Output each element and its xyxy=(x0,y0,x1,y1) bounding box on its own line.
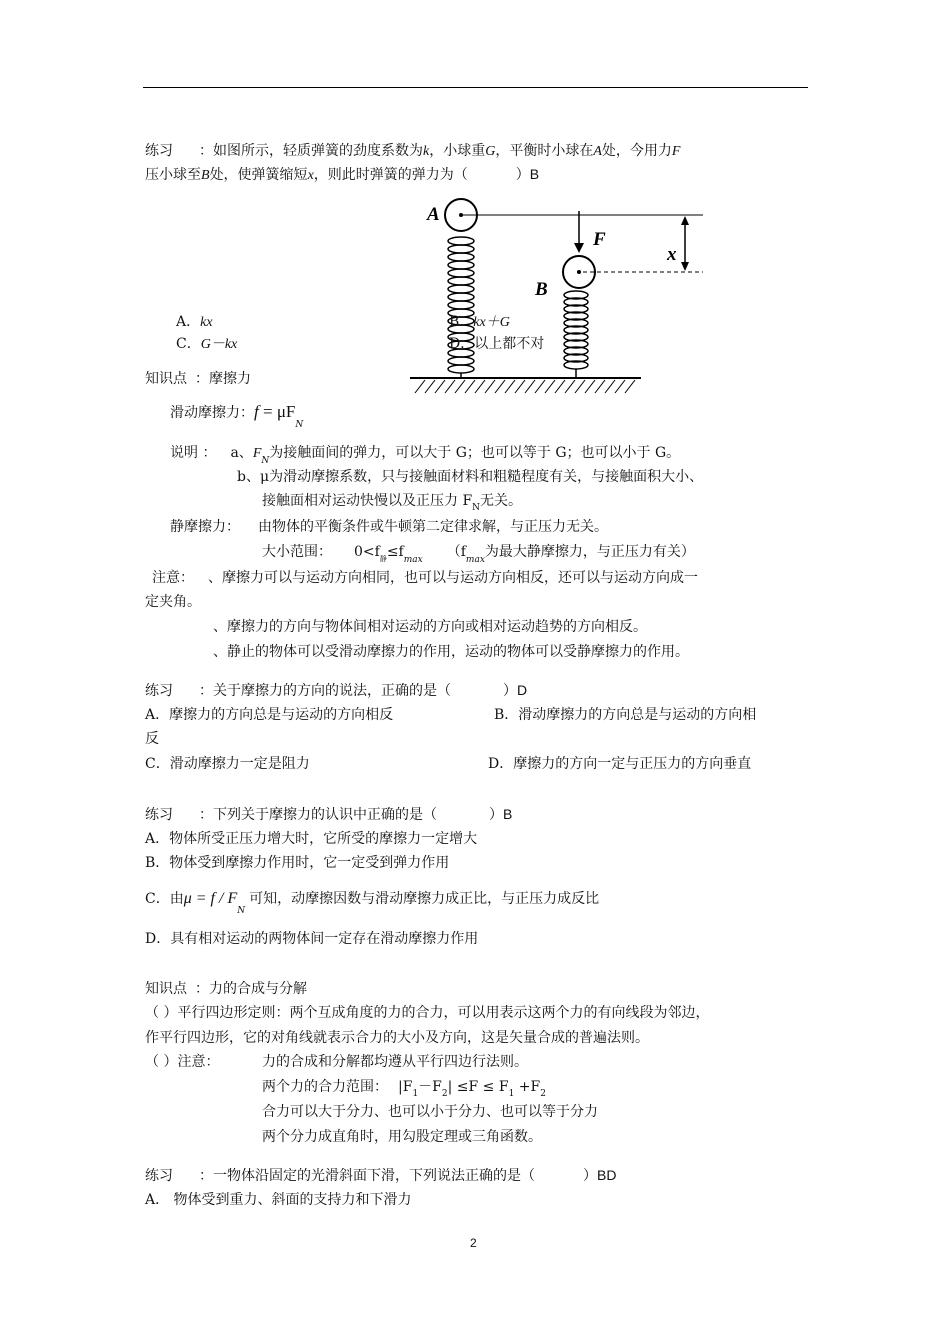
option-a: A．kx xyxy=(176,314,213,330)
page-number: 2 xyxy=(470,1236,477,1250)
option-c: C．G－kx xyxy=(176,336,238,352)
spring-figure xyxy=(405,195,677,395)
exercise-2-option-c: C．滑动摩擦力一定是阻力 xyxy=(145,756,310,772)
kp2-note-label: （ ）注意： xyxy=(145,1054,220,1070)
option-b: B．kx＋G xyxy=(449,314,510,330)
attention-2: 、摩擦力的方向与物体间相对运动的方向或相对运动趋势的方向相反。 xyxy=(213,619,647,635)
exercise-3-option-d: D．具有相对运动的两物体间一定存在滑动摩擦力作用 xyxy=(145,931,479,947)
static-friction: 静摩擦力： 由物体的平衡条件或牛顿第二定律求解，与正压力无关。 xyxy=(170,519,608,535)
kp2-note-1: 力的合成和分解都均遵从平行四边行法则。 xyxy=(262,1054,528,1070)
attention-1-cont: 定夹角。 xyxy=(145,594,201,610)
svg-text:B: B xyxy=(535,279,548,300)
force-arrow-icon xyxy=(574,243,584,253)
knowledge-point-2-title: 知识点 ：力的合成与分解 xyxy=(145,981,307,997)
attention-1: 注意： 、摩擦力可以与运动方向相同，也可以与运动方向相反，还可以与运动方向成一 xyxy=(152,570,698,586)
exercise-3-option-a: A．物体所受正压力增大时，它所受的摩擦力一定增大 xyxy=(145,831,478,847)
option-d: D．以上都不对 xyxy=(449,336,545,352)
kp2-note-4: 两个分力成直角时，用勾股定理或三角函数。 xyxy=(262,1129,542,1145)
exercise-1-line-1: 练习 ：如图所示，轻质弹簧的劲度系数为k，小球重G，平衡时小球在A处，今用力F xyxy=(145,143,681,159)
exercise-3-option-c: C．由$\mu = f / F_N$可知，动摩擦因数与滑动摩擦力成正比，与正压力成反比 xyxy=(145,890,600,916)
attention-3: 、静止的物体可以受滑动摩擦力的作用，运动的物体可以受静摩擦力的作用。 xyxy=(213,644,689,660)
answer: B xyxy=(529,166,540,182)
note-b: b、μ为滑动摩擦系数，只与接触面材料和粗糙程度有关，与接触面积大小、 xyxy=(237,469,704,485)
exercise-3-option-b: B．物体受到摩擦力作用时，它一定受到弹力作用 xyxy=(145,855,450,871)
exercise-4-option-a: A． 物体受到重力、斜面的支持力和下滑力 xyxy=(145,1192,412,1208)
svg-text:F: F xyxy=(593,229,606,250)
exercise-1-line-2: 压小球至B处，使弹簧缩短x，则此时弹簧的弹力为（ ）B xyxy=(145,166,540,183)
kp2-note-3: 合力可以大于分力、也可以小于分力、也可以等于分力 xyxy=(262,1104,598,1120)
exercise-2-stem: 练习 ：关于摩擦力的方向的说法，正确的是（ ）D xyxy=(145,682,528,699)
exercise-2-option-d: D．摩擦力的方向一定与正压力的方向垂直 xyxy=(488,756,752,772)
exercise-2-option-a: A．摩擦力的方向总是与运动的方向相反 xyxy=(145,707,394,723)
exercise-2-option-b-wrap: 反 xyxy=(145,731,159,747)
exercise-3-stem: 练习 ：下列关于摩擦力的认识中正确的是（ ）B xyxy=(145,806,513,823)
sliding-friction-formula: 滑动摩擦力：$f = \mu F_N$ xyxy=(170,402,304,430)
kp2-paragraph-1: （ ）平行四边形定则：两个互成角度的力的合力，可以用表示这两个力的有向线段为邻边， xyxy=(145,1005,710,1021)
exercise-4-stem: 练习 ：一物体沿固定的光滑斜面下滑，下列说法正确的是（ ）BD xyxy=(145,1167,617,1184)
left-spring xyxy=(448,237,474,378)
header-rule xyxy=(143,87,808,88)
note-b-cont: 接触面相对运动快慢以及正压力 $F_N$无关。 xyxy=(262,493,523,513)
svg-text:x: x xyxy=(667,244,677,265)
knowledge-point-title: 知识点 ：摩擦力 xyxy=(145,371,251,387)
note-a: 说明 ： a、$F_N$为接触面间的弹力，可以大于 G；也可以等于 G；也可以小于 G。 xyxy=(170,445,681,466)
svg-text:A: A xyxy=(427,204,440,225)
exercise-2-option-b: B．滑动摩擦力的方向总是与运动的方向相 xyxy=(494,707,757,723)
right-spring xyxy=(564,291,588,378)
kp2-note-2: 两个力的合力范围： $|F_1-F_2| \le F \le F_1 +F_2$ xyxy=(262,1079,546,1099)
static-range: 大小范围： $0<f_静\le f_{max}$ （$f_{max}$为最大静摩擦力，与正压力有关） xyxy=(262,544,695,565)
kp2-paragraph-1-cont: 作平行四边形，它的对角线就表示合力的大小及方向，这是矢量合成的普遍法则。 xyxy=(145,1030,649,1046)
exercise-label: 练习 xyxy=(145,143,173,159)
